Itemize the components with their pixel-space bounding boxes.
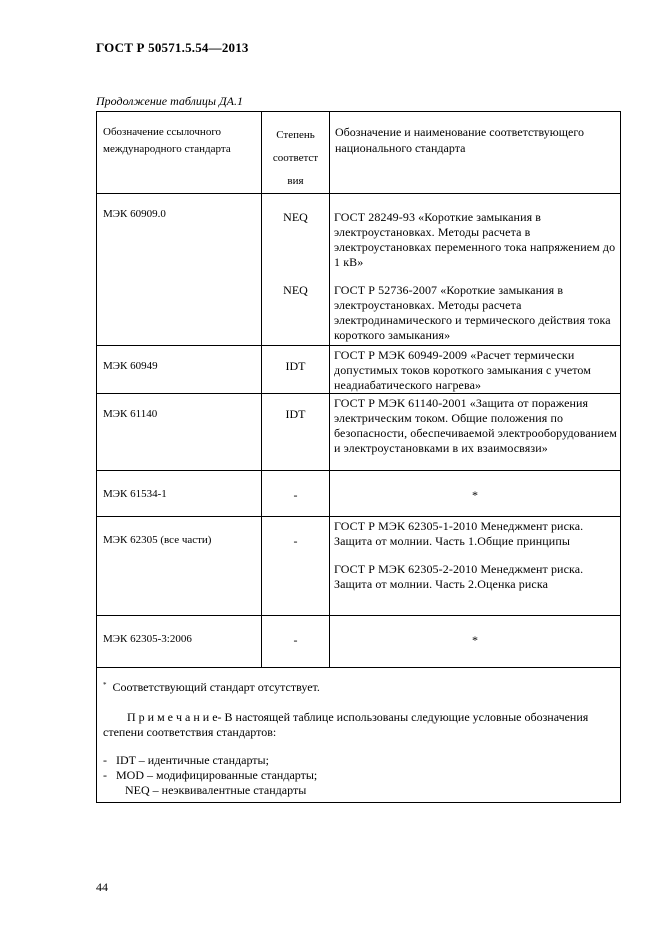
header-degree-line: соответст (272, 152, 319, 164)
international-code: МЭК 62305 (все части) (97, 517, 262, 616)
table-row (97, 346, 621, 394)
footnote-text: Соответствующий стандарт отсутствует. (112, 680, 320, 694)
degree-value: IDT (262, 394, 330, 471)
footnote-mark: * (103, 681, 107, 689)
table-row (97, 616, 621, 668)
note-paragraph (103, 710, 614, 740)
national-standard: ГОСТ Р МЭК 62305-2-2010 Менеджмент риска. Защита от молнии. Часть 2.Оценка риска (334, 562, 584, 591)
degree-value: IDT (262, 346, 330, 394)
table-footnote-row (97, 668, 621, 803)
note-item: - IDT – идентичные стандарты; (103, 753, 269, 767)
national-standard-absent: * (330, 616, 621, 668)
national-standard-absent: * (330, 471, 621, 517)
national-standard-cell (330, 194, 621, 346)
correspondence-table (96, 111, 621, 803)
note-text: - В настоящей таблице использованы следующие условные обозначения степени соответствия стандартов: (103, 710, 589, 739)
note-item: - MOD – модифицированные стандарты; (103, 768, 318, 782)
header-degree (262, 112, 330, 194)
national-standard: ГОСТ Р 52736-2007 «Короткие замыкания в электроустановках. Методы расчета электродинамического и термического действия тока короткого замыкания» (334, 283, 611, 342)
degree-cell (262, 194, 330, 346)
national-standard: ГОСТ Р МЭК 62305-1-2010 Менеджмент риска. Защита от молнии. Часть 1.Общие принципы (334, 519, 584, 548)
note-label: П р и м е ч а н и е (127, 710, 218, 724)
table-row (97, 194, 621, 346)
table-caption: Продолжение таблицы ДА.1 (96, 94, 243, 108)
table-row (97, 471, 621, 517)
header-national-standard: Обозначение и наименование соответствующего национального стандарта (330, 112, 621, 194)
international-code: МЭК 60909.0 (97, 194, 262, 346)
document-header: ГОСТ Р 50571.5.54—2013 (96, 40, 249, 55)
footnote-line (103, 680, 614, 695)
table-row (97, 394, 621, 471)
header-degree-line: вия (287, 175, 304, 187)
degree-value: - (262, 616, 330, 668)
international-code: МЭК 61140 (97, 394, 262, 471)
national-standard: ГОСТ Р МЭК 60949-2009 «Расчет термически допустимых токов короткого замыкания с учетом неадиабатического нагрева» (330, 346, 621, 394)
note-item: NEQ – неэквивалентные стандарты (125, 783, 307, 797)
international-code: МЭК 61534-1 (97, 471, 262, 517)
header-international-standard: Обозначение ссылочного международного стандарта (97, 112, 262, 194)
header-degree-line: Степень (276, 129, 315, 141)
degree-value: - (262, 471, 330, 517)
national-standard: ГОСТ 28249-93 «Короткие замыкания в электроустановках. Методы расчета в электроустановках переменного тока напряжением до 1 кВ» (334, 210, 616, 269)
degree-value: NEQ (283, 210, 308, 224)
degree-value: NEQ (283, 283, 308, 297)
degree-value: - (262, 517, 330, 616)
table-header-row (97, 112, 621, 194)
national-standard-cell (330, 517, 621, 616)
table-row (97, 517, 621, 616)
international-code: МЭК 60949 (97, 346, 262, 394)
national-standard: ГОСТ Р МЭК 61140-2001 «Защита от поражения электрическим током. Общие положения по безопасности, обеспечиваемой электрооборудованием и электроустановками в их взаимосвязи» (330, 394, 621, 471)
page-number: 44 (96, 880, 108, 894)
table-footnote (97, 668, 621, 803)
international-code: МЭК 62305-3:2006 (97, 616, 262, 668)
